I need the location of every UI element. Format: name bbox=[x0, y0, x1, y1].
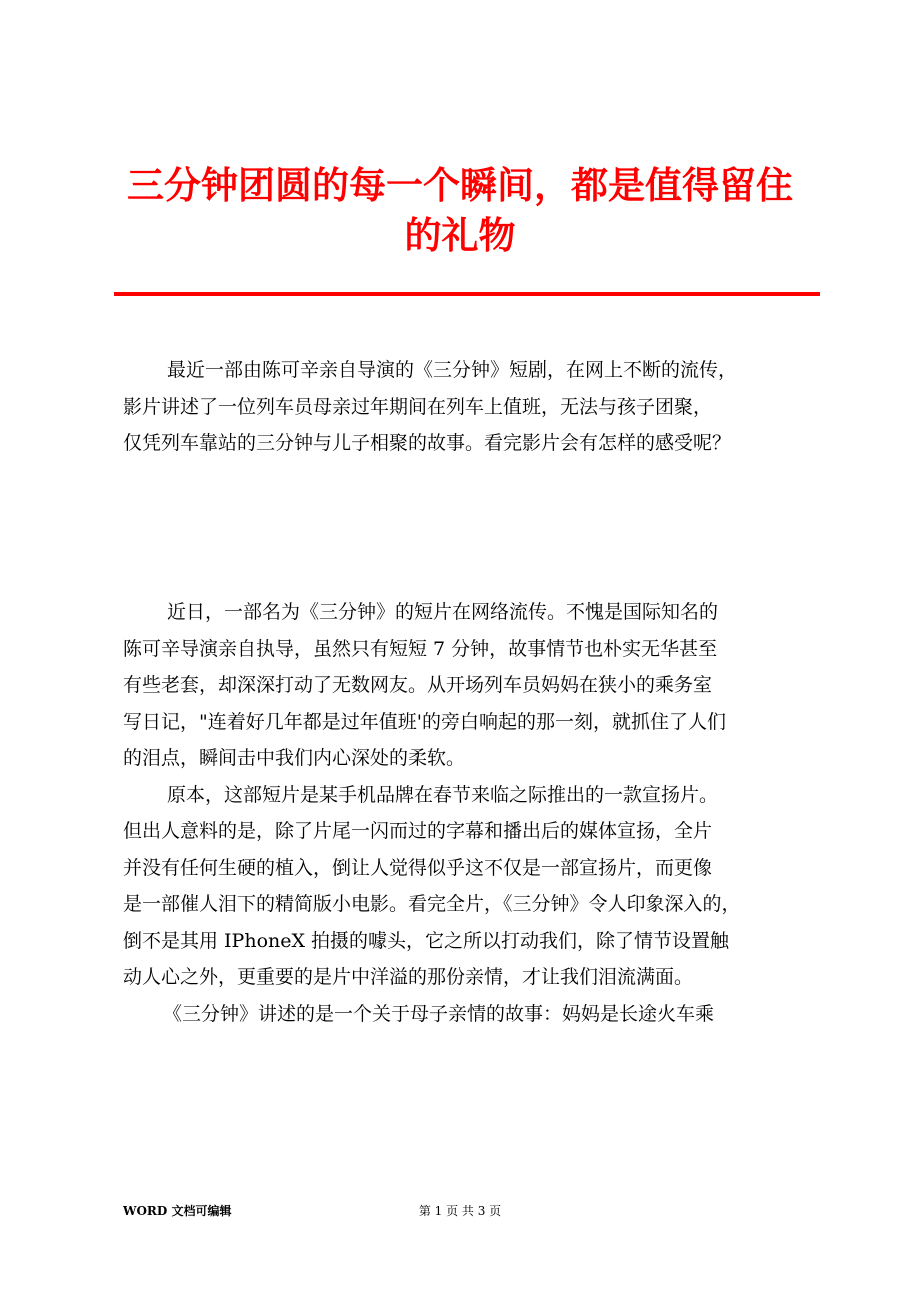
body-paragraphs bbox=[123, 594, 823, 1032]
text-line: 但出人意料的是，除了片尾一闪而过的字幕和播出后的媒体宣扬，全片 bbox=[123, 820, 713, 842]
text-line: 动人心之外，更重要的是片中洋溢的那份亲情，才让我们泪流满面。 bbox=[123, 966, 694, 988]
footer-editable-note: WORD 文档可编辑 bbox=[123, 1204, 232, 1218]
text-line: 是一部催人泪下的精简版小电影。看完全片，《三分钟》令人印象深入的， bbox=[123, 893, 741, 915]
title-line-2: 的礼物 bbox=[404, 213, 516, 257]
title-line-1: 三分钟团圆的每一个瞬间，都是值得留住 bbox=[127, 163, 793, 207]
title-divider bbox=[114, 292, 820, 296]
text-line: 近日，一部名为《三分钟》的短片在网络流传。不愧是国际知名的 bbox=[167, 601, 719, 623]
text-line: 陈可辛导演亲自执导，虽然只有短短 7 分钟，故事情节也朴实无华甚至 bbox=[123, 637, 718, 660]
text-line: 写日记，"连着好几年都是过年值班'的旁白响起的那一刻，就抓住了人们 bbox=[123, 710, 726, 733]
text-line: 原本，这部短片是某手机品牌在春节来临之际推出的一款宣扬片。 bbox=[167, 783, 719, 806]
intro-paragraph bbox=[123, 352, 823, 462]
text-line: 倒不是其用 IPhoneX 拍摄的噱头，它之所以打动我们，除了情节设置触 bbox=[123, 929, 730, 952]
page-number: 第 1 页 共 3 页 bbox=[418, 1204, 502, 1218]
text-line: 仅凭列车靠站的三分钟与儿子相聚的故事。看完影片会有怎样的感受呢？ bbox=[123, 432, 732, 454]
text-line: 《三分钟》讲述的是一个关于母子亲情的故事：妈妈是长途火车乘 bbox=[163, 1002, 715, 1025]
document-title bbox=[100, 160, 820, 260]
text-line: 有些老套，却深深打动了无数网友。从开场列车员妈妈在狭小的乘务室 bbox=[123, 674, 713, 696]
text-line: 最近一部由陈可辛亲自导演的《三分钟》短剧，在网上不断的流传， bbox=[167, 359, 738, 381]
text-line: 影片讲述了一位列车员母亲过年期间在列车上值班，无法与孩子团聚， bbox=[123, 395, 713, 418]
text-line: 并没有任何生硬的植入，倒让人觉得似乎这不仅是一部宣扬片，而更像 bbox=[123, 856, 713, 879]
text-line: 的泪点，瞬间击中我们内心深处的柔软。 bbox=[123, 747, 466, 769]
